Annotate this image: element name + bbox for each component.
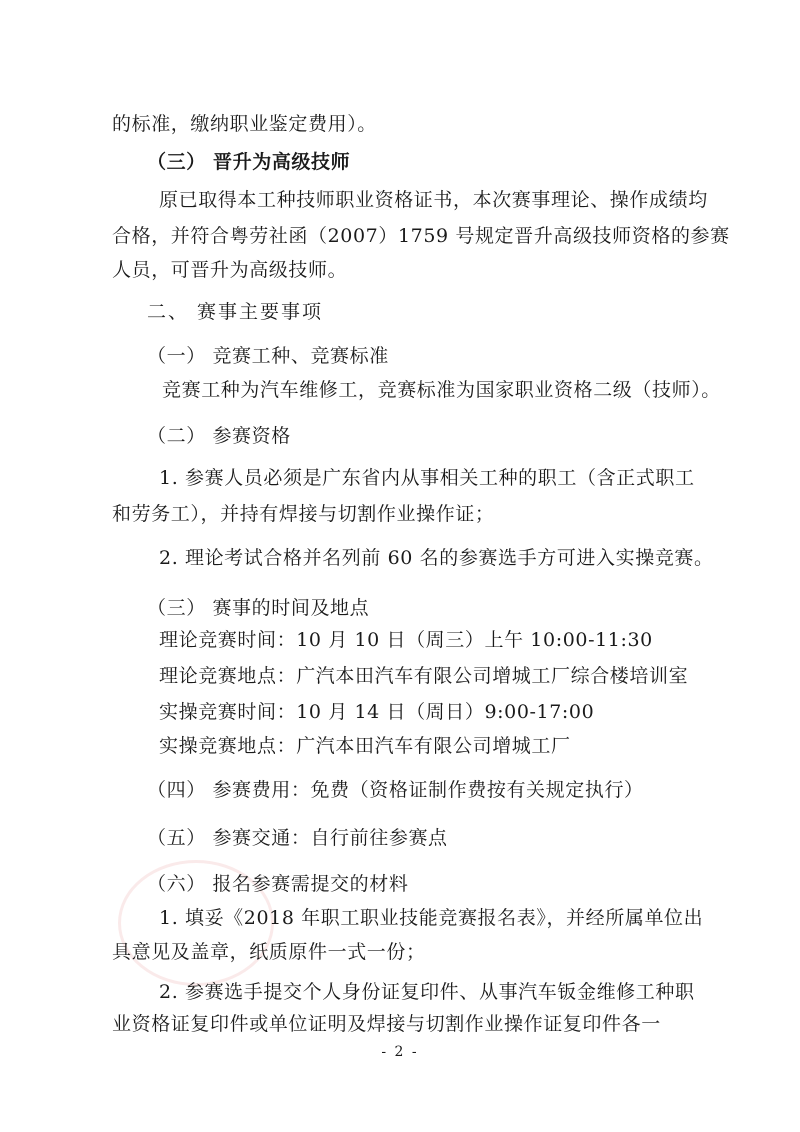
text-line: 1. 填妥《2018 年职工职业技能竞赛报名表》，并经所属单位出 <box>159 907 704 929</box>
subsection-heading: （三） 赛事的时间及地点 <box>147 597 370 619</box>
subsection-heading: （二） 参赛资格 <box>147 425 291 447</box>
subsection-heading: （六） 报名参赛需提交的材料 <box>147 873 409 895</box>
text-line: 具意见及盖章，纸质原件一式一份； <box>112 941 426 963</box>
text-line: 实操竞赛时间：10 月 14 日（周日）9:00-17:00 <box>159 701 595 723</box>
text-line: 2. 理论考试合格并名列前 60 名的参赛选手方可进入实操竞赛。 <box>159 547 714 569</box>
text-line: 人员，可晋升为高级技师。 <box>112 259 348 281</box>
text-line: 1. 参赛人员必须是广东省内从事相关工种的职工（含正式职工 <box>159 467 695 489</box>
subsection-heading: （一） 竞赛工种、竞赛标准 <box>147 345 389 367</box>
main-heading: 二、 赛事主要事项 <box>147 301 324 323</box>
text-line: 竞赛工种为汽车维修工，竞赛标准为国家职业资格二级（技师）。 <box>162 379 721 401</box>
text-line: 的标准，缴纳职业鉴定费用）。 <box>112 113 377 135</box>
text-line: 理论竞赛地点：广汽本田汽车有限公司增城工厂综合楼培训室 <box>159 665 689 687</box>
text-line: 2. 参赛选手提交个人身份证复印件、从事汽车钣金维修工种职 <box>159 981 695 1003</box>
text-line: 业资格证复印件或单位证明及焊接与切割作业操作证复印件各一 <box>112 1013 661 1035</box>
subsection-heading: （四） 参赛费用：免费（资格证制作费按有关规定执行） <box>147 779 644 801</box>
text-line: 合格，并符合粤劳社函（2007）1759 号规定晋升高级技师资格的参赛 <box>112 225 730 247</box>
text-line: 理论竞赛时间：10 月 10 日（周三）上午 10:00-11:30 <box>159 629 653 651</box>
section-heading: （三） 晋升为高级技师 <box>147 151 351 173</box>
subsection-heading: （五） 参赛交通：自行前往参赛点 <box>147 827 448 849</box>
text-line: 和劳务工），并持有焊接与切割作业操作证； <box>112 503 495 525</box>
page-number: - 2 - <box>381 1044 419 1060</box>
text-line: 实操竞赛地点：广汽本田汽车有限公司增城工厂 <box>159 735 571 757</box>
text-line: 原已取得本工种技师职业资格证书，本次赛事理论、操作成绩均 <box>159 189 708 211</box>
